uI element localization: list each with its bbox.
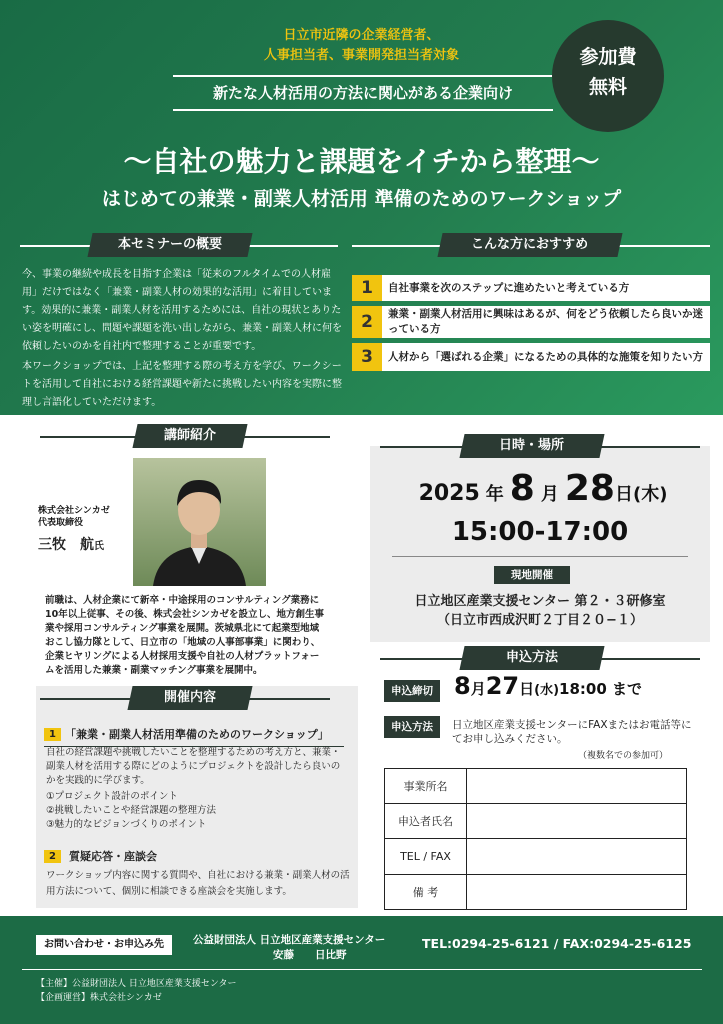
content-item-1-desc: 自社の経営課題や挑戦したいことを整理するための考え方と、兼業・副業人材を活用する際にどのようにプロジェクトを設計したら良いのかを実践的に学びます。 [46,747,341,786]
content-item-2-title: 質疑応答・座談会 [68,850,157,863]
content-heading: 開催内容 [127,686,252,710]
contact-org: 公益財団法人 日立地区産業支援センター [193,934,386,946]
schedule-time: 15:00-17:00 [451,517,629,547]
footer-divider [22,969,702,970]
form-label: TEL / FAX [385,839,467,874]
deadline-weekday: (水) [534,683,560,698]
lecturer-bio: 前職は、人材企業にて新卒・中途採用のコンサルティング業務に10年以上従事、その後、株式会社シンカゼを設立し、地方創生事業や採用コンサルティング事業を展開。茨城県北にて起業型地域おこし協力隊として、日立市の「地域の人事部事業」に関わり、企業ヒヤリングによる人材採用支援や自社の人材プラットフォームを活用した兼業・副業マッチング事業を展開中。 [45,595,324,676]
date-month: 8 [509,468,535,509]
date-year-unit: 年 [485,484,504,505]
schedule-address: （日立市西成沢町２丁目２０−１） [437,613,643,628]
deadline-day: 27 [485,672,520,700]
content-item-1-points [46,790,216,832]
deadline-label: 申込締切 [384,680,440,702]
form-label: 申込者氏名 [385,804,467,838]
footer-planner: 【企画運営】株式会社シンカゼ [36,993,162,1003]
content-item-1-title-row [44,726,344,747]
lecturer-name: 三牧 航 [38,537,94,553]
schedule-divider [392,556,688,557]
schedule-heading: 日時・場所 [459,434,604,458]
format-badge: 現地開催 [494,566,570,584]
contact-label: お問い合わせ・お申込み先 [36,935,172,955]
schedule-venue: 日立地区産業支援センター 第２・３研修室 [414,594,666,609]
lecturer-heading: 講師紹介 [132,424,247,448]
recommend-item-1 [352,275,710,301]
fee-value: 無料 [588,76,627,98]
content-item-1-number: 1 [44,728,61,741]
deadline-value [454,672,642,700]
fee-label: 参加費 [579,46,637,68]
recommend-item-3 [352,343,710,371]
lecturer-honorific: 氏 [94,541,104,552]
form-label: 備 考 [385,875,467,909]
lecturer-role: 代表取締役 [38,518,84,528]
recommend-item-2 [352,306,710,338]
content-item-1-title: 「兼業・副業人材活用準備のためのワークショップ」 [64,728,329,741]
recommend-number: 3 [352,343,382,371]
form-row-company[interactable] [385,769,686,804]
content-item-2-desc: ワークショップ内容に関する質問や、自社における兼業・副業人材の活用方法について、個別に相談できる座談会を実施します。 [46,870,350,897]
lecturer-photo [133,458,266,586]
lecturer-name-block [38,534,104,554]
date-day-unit: 日 [614,484,633,505]
main-title: 〜自社の魅力と課題をイチから整理〜 [123,145,600,178]
recommend-text: 兼業・副業人材活用に興味はあるが、何をどう依頼したら良いか迷っている方 [388,308,703,335]
method-note: （複数名での参加可） [578,751,669,761]
content-point: ③魅力的なビジョンづくりのポイント [46,819,207,830]
recommend-number: 2 [352,306,382,338]
content-point: ②挑戦したいことや経営課題の整理方法 [46,805,217,816]
recommend-heading: こんな方におすすめ [437,233,622,257]
target-line-2: 人事担当者、事業開発担当者対象 [263,48,459,63]
deadline-month-unit: 月 [470,680,486,698]
form-row-applicant[interactable] [385,804,686,839]
overview-paragraph-1: 今、事業の継続や成長を目指す企業は「従来のフルタイムでの人材雇用」だけではなく「兼業・副業人材の効果的な活用」に着目しています。効果的に兼業・副業人材を活用するためには、自社の現状とありたい姿を明確にし、問題や課題を洗い出しながら、兼業・副業人材に何を依頼したいのかを自社内で整理することが重要です。 [22,269,342,352]
date-weekday: (木) [632,484,668,505]
deadline-month: 8 [454,672,471,700]
overview-heading: 本セミナーの概要 [87,233,252,257]
schedule-date [378,468,708,509]
form-label: 事業所名 [385,769,467,803]
overview-paragraph-2: 本ワークショップでは、上記を整理する際の考え方を学び、ワークシートを活用して自社における経営課題や新たに挑戦したい内容を実際に整理し言語化していただけます。 [22,361,342,408]
contact-phone: TEL:0294-25-6121 / FAX:0294-25-6125 [422,936,692,951]
form-row-tel-fax[interactable] [385,839,686,875]
date-month-unit: 月 [540,484,559,505]
fee-badge [552,20,664,132]
form-row-remarks[interactable] [385,875,686,909]
recommend-text: 人材から「選ばれる企業」になるための具体的な施策を知りたい方 [388,350,703,363]
target-line-1: 日立市近隣の企業経営者、 [283,28,440,43]
deadline-time: 18:00 まで [559,680,643,698]
contact-staff: 安藤 日比野 [273,949,347,961]
recommend-number: 1 [352,275,382,301]
audience-bar: 新たな人材活用の方法に関心がある企業向け [173,75,553,111]
recommend-text: 自社事業を次のステップに進めたいと考えている方 [388,281,630,294]
deadline-day-unit: 日 [519,680,535,698]
lecturer-company: 株式会社シンカゼ [38,506,110,516]
sub-title: はじめての兼業・副業人材活用 準備のためのワークショップ [101,188,622,210]
content-item-2-title-row [44,848,157,864]
content-item-2-number: 2 [44,850,61,863]
application-form [384,768,687,910]
footer-host: 【主催】公益財団法人 日立地区産業支援センター [36,979,237,989]
date-day: 28 [564,468,615,509]
person-icon [133,458,266,586]
method-text: 日立地区産業支援センターにFAXまたはお電話等にてお申し込みください。 [452,719,692,745]
content-point: ①プロジェクト設計のポイント [46,791,178,802]
application-heading: 申込方法 [459,646,604,670]
date-year: 2025 [418,481,480,506]
method-label: 申込方法 [384,716,440,738]
